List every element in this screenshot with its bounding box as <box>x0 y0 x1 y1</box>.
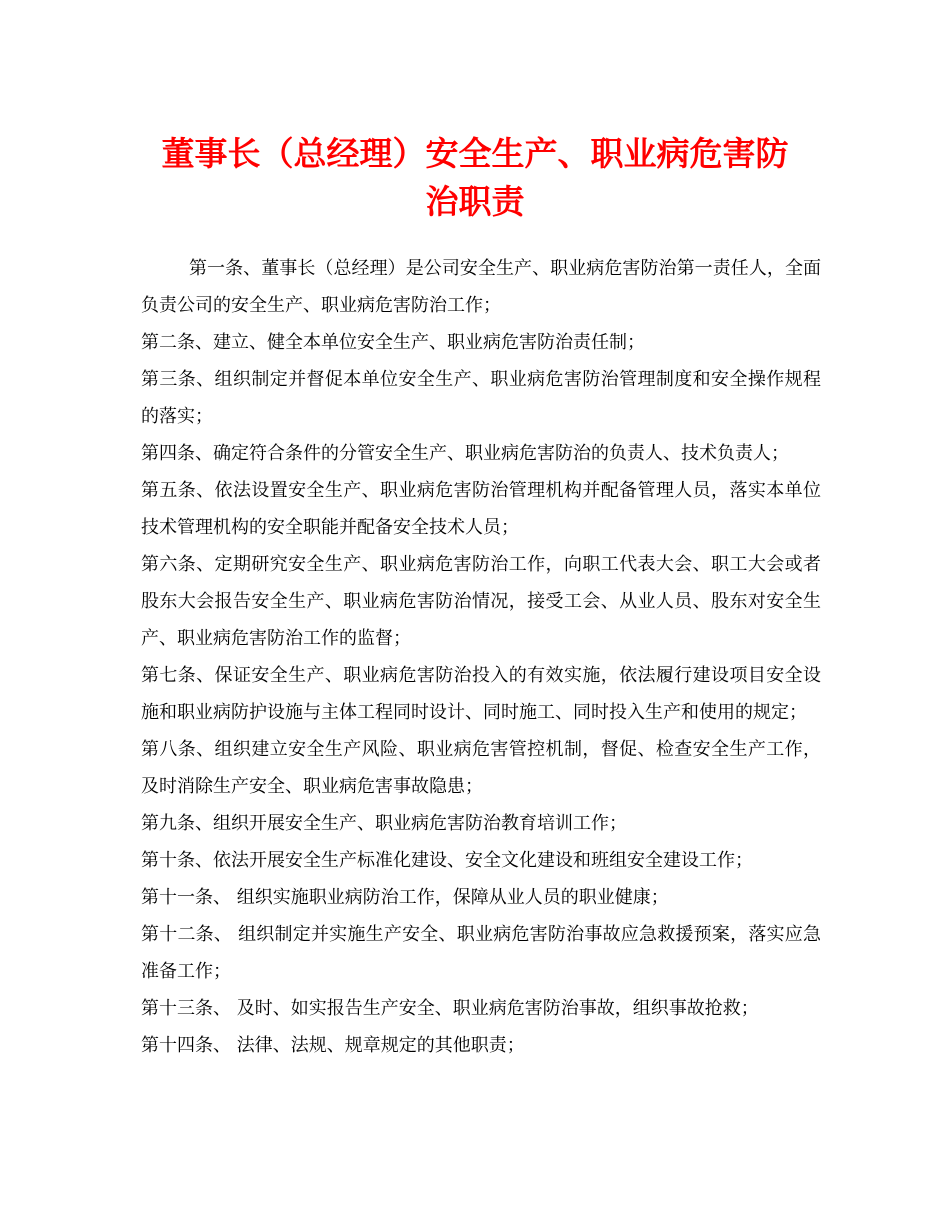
article-11: 第十一条、 组织实施职业病防治工作，保障从业人员的职业健康； <box>141 887 669 908</box>
article-6: 第六条、定期研究安全生产、职业病危害防治工作，向职工代表大会、职工大会或者股东大会报告安全生产、职业病危害防治情况，接受工会、从业人员、股东对安全生产、职业病危害防治工作的监督； <box>141 554 821 649</box>
article-4: 第四条、确定符合条件的分管安全生产、职业病危害防治的负责人、技术负责人； <box>141 443 789 464</box>
article-14: 第十四条、 法律、法规、规章规定的其他职责； <box>141 1035 525 1056</box>
document-title-line-2: 治职责 <box>425 182 525 221</box>
document-body <box>141 250 821 1064</box>
article-1: 第一条、董事长（总经理）是公司安全生产、职业病危害防治第一责任人，全面负责公司的安全生产、职业病危害防治工作； <box>141 258 821 316</box>
document-title-line-1: 董事长（总经理）安全生产、职业病危害防 <box>161 134 789 173</box>
article-5: 第五条、依法设置安全生产、职业病危害防治管理机构并配备管理人员，落实本单位技术管理机构的安全职能并配备安全技术人员； <box>141 480 821 538</box>
article-10: 第十条、依法开展安全生产标准化建设、安全文化建设和班组安全建设工作； <box>141 850 753 871</box>
article-2: 第二条、建立、健全本单位安全生产、职业病危害防治责任制； <box>141 332 645 353</box>
article-3: 第三条、组织制定并督促本单位安全生产、职业病危害防治管理制度和安全操作规程的落实； <box>141 369 821 427</box>
article-9: 第九条、组织开展安全生产、职业病危害防治教育培训工作； <box>141 813 627 834</box>
article-7: 第七条、保证安全生产、职业病危害防治投入的有效实施，依法履行建设项目安全设施和职业病防护设施与主体工程同时设计、同时施工、同时投入生产和使用的规定； <box>141 665 821 723</box>
article-12: 第十二条、 组织制定并实施生产安全、职业病危害防治事故应急救援预案，落实应急准备工作； <box>141 924 821 982</box>
article-13: 第十三条、 及时、如实报告生产安全、职业病危害防治事故，组织事故抢救； <box>141 998 759 1019</box>
article-8: 第八条、组织建立安全生产风险、职业病危害管控机制，督促、检查安全生产工作，及时消除生产安全、职业病危害事故隐患； <box>141 739 821 797</box>
